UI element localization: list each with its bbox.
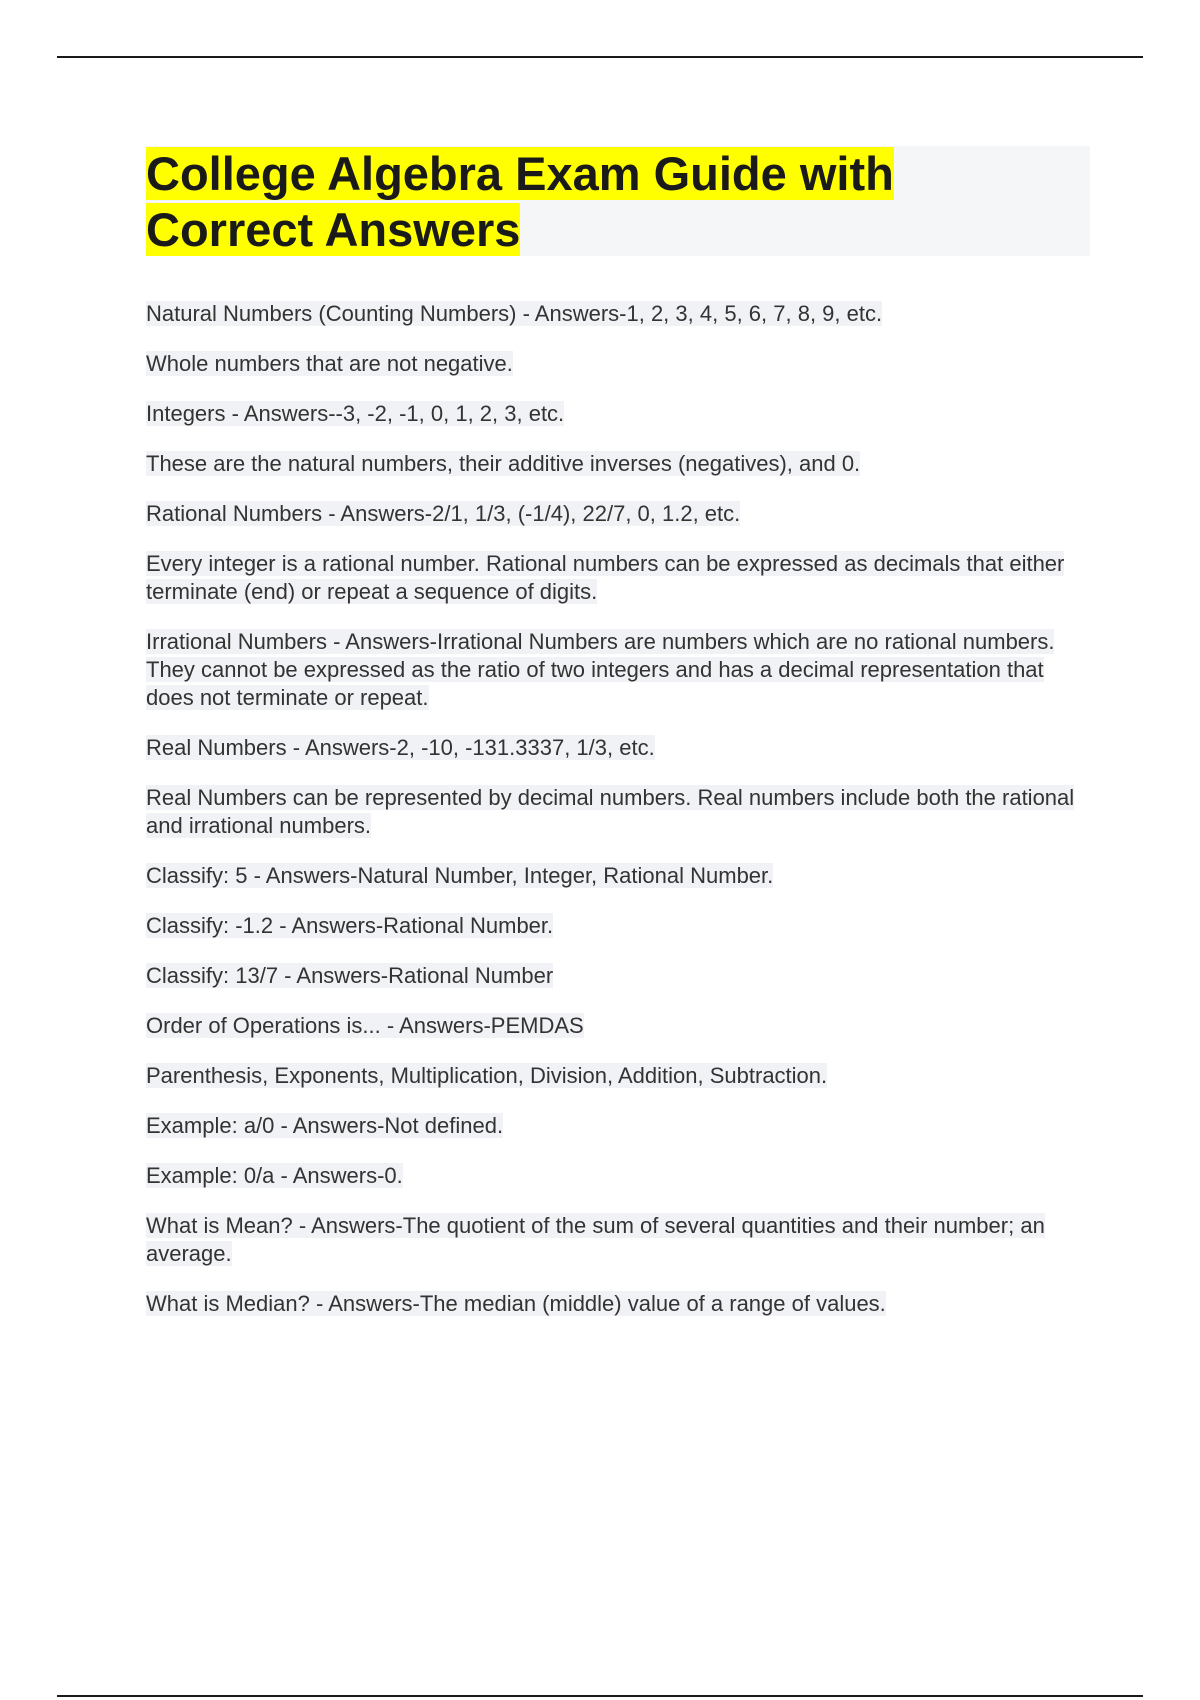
- entry-integers: Integers - Answers--3, -2, -1, 0, 1, 2, 3, etc.: [146, 401, 565, 426]
- entry-mean: What is Mean? - Answers-The quotient of the sum of several quantities and their number; an average.: [146, 1213, 1045, 1266]
- entry-natural-numbers-note: Whole numbers that are not negative.: [146, 351, 513, 376]
- document-body: [146, 300, 1090, 1340]
- title-block: [146, 146, 1090, 256]
- entry-rational-numbers-note: Every integer is a rational number. Rational numbers can be expressed as decimals that either terminate (end) or repeat a sequence of digits.: [146, 551, 1065, 604]
- entry-real-numbers: Real Numbers - Answers-2, -10, -131.3337, 1/3, etc.: [146, 735, 655, 760]
- entry-integers-note: These are the natural numbers, their additive inverses (negatives), and 0.: [146, 451, 861, 476]
- title-line-1: College Algebra Exam Guide with: [146, 147, 894, 200]
- entry-rational-numbers: Rational Numbers - Answers-2/1, 1/3, (-1/4), 22/7, 0, 1.2, etc.: [146, 501, 741, 526]
- entry-real-numbers-note: Real Numbers can be represented by decimal numbers. Real numbers include both the rational and irrational numbers.: [146, 785, 1075, 838]
- page-title: [146, 146, 1090, 258]
- entry-classify-5: Classify: 5 - Answers-Natural Number, Integer, Rational Number.: [146, 863, 774, 888]
- entry-classify-neg-1-2: Classify: -1.2 - Answers-Rational Number.: [146, 913, 554, 938]
- entry-example-0-over-a: Example: 0/a - Answers-0.: [146, 1163, 403, 1188]
- entry-natural-numbers: Natural Numbers (Counting Numbers) - Answers-1, 2, 3, 4, 5, 6, 7, 8, 9, etc.: [146, 301, 883, 326]
- entry-example-a-over-0: Example: a/0 - Answers-Not defined.: [146, 1113, 504, 1138]
- top-divider: [57, 56, 1143, 58]
- entry-classify-13-7: Classify: 13/7 - Answers-Rational Number: [146, 963, 554, 988]
- entry-pemdas-note: Parenthesis, Exponents, Multiplication, Division, Addition, Subtraction.: [146, 1063, 828, 1088]
- title-line-2: Correct Answers: [146, 203, 521, 256]
- entry-median: What is Median? - Answers-The median (middle) value of a range of values.: [146, 1291, 886, 1316]
- bottom-divider: [57, 1695, 1143, 1697]
- entry-order-of-operations: Order of Operations is... - Answers-PEMDAS: [146, 1013, 584, 1038]
- entry-irrational-numbers: Irrational Numbers - Answers-Irrational Numbers are numbers which are no rational numbers. They cannot be expressed as the ratio of two integers and has a decimal representation that does not terminate or repeat.: [146, 629, 1055, 710]
